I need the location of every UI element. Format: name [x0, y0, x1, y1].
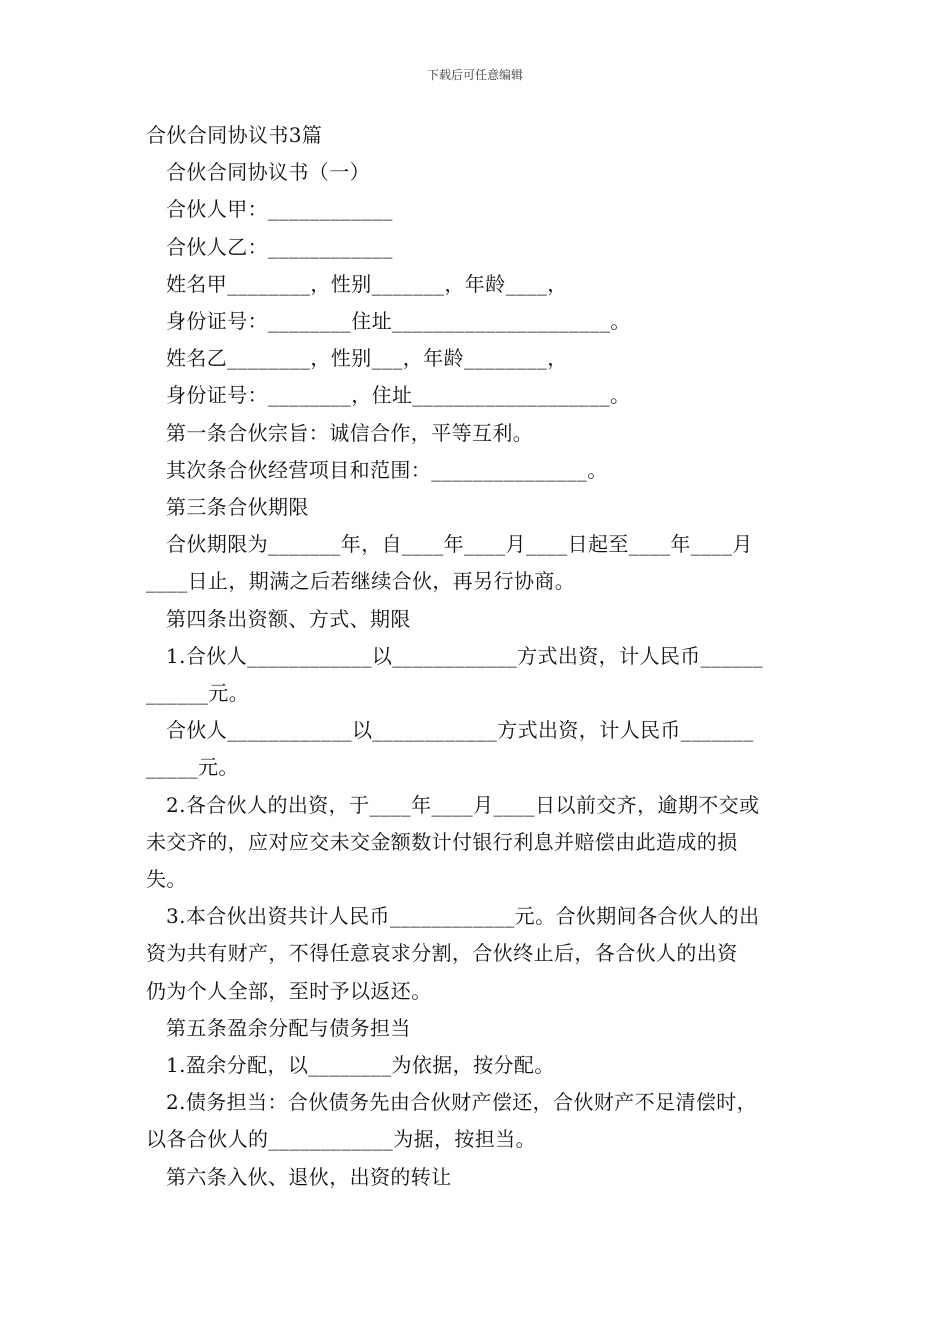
article-1: 第一条合伙宗旨：诚信合作，平等互利。 [166, 420, 534, 445]
id-b-line: 身份证号：________，住址___________________。 [166, 383, 631, 408]
article-5-item-2: 2.债务担当：合伙债务先由合伙财产偿还，合伙财产不足清偿时， [166, 1090, 758, 1115]
article-4-item-1-cont: ______元。 [146, 681, 250, 706]
article-4-item-3: 3.本合伙出资共计人民币____________元。合伙期间各合伙人的出 [166, 904, 760, 929]
article-5-item-2-cont: 以各合伙人的____________为据，按担当。 [146, 1127, 536, 1152]
partner-a-line: 合伙人甲：____________ [166, 197, 393, 222]
name-b-line: 姓名乙________，性别___，年龄________， [166, 346, 568, 371]
article-4-item-1b: 合伙人____________以____________方式出资，计人民币_______ [166, 718, 754, 743]
article-5-heading: 第五条盈余分配与债务担当 [166, 1015, 411, 1040]
document-body [146, 117, 808, 1196]
article-4-item-3-end: 仍为个人全部，至时予以返还。 [146, 978, 432, 1003]
page-header-note: 下载后可任意编辑 [426, 68, 523, 82]
article-4-item-3-cont: 资为共有财产，不得任意哀求分割，合伙终止后，各合伙人的出资 [146, 941, 738, 966]
article-4-item-1b-cont: _____元。 [146, 755, 239, 780]
article-3-heading: 第三条合伙期限 [166, 495, 309, 520]
id-a-line: 身份证号：________住址_____________________。 [166, 309, 631, 334]
article-4-item-2: 2.各合伙人的出资，于____年____月____日以前交齐，逾期不交或 [166, 792, 760, 817]
article-4-item-2-cont: 未交齐的，应对应交未交金额数计付银行利息并赔偿由此造成的损 [146, 829, 738, 854]
article-4-heading: 第四条出资额、方式、期限 [166, 606, 411, 631]
article-6-heading: 第六条入伙、退伙，出资的转让 [166, 1164, 452, 1189]
section-heading: 合伙合同协议书（一） [166, 160, 370, 185]
article-3-text: 合伙期限为_______年，自____年____月____日起至____年____月 [166, 532, 753, 557]
article-2: 其次条合伙经营项目和范围：_______________。 [166, 457, 608, 482]
article-4-item-2-end: 失。 [146, 867, 187, 892]
partner-b-line: 合伙人乙：____________ [166, 234, 393, 259]
document-title: 合伙合同协议书3篇 [146, 123, 323, 147]
article-3-text-cont: ____日止，期满之后若继续合伙，再另行协商。 [146, 569, 576, 594]
article-5-item-1: 1.盈余分配，以________为依据，按分配。 [166, 1053, 555, 1078]
name-a-line: 姓名甲________，性别_______，年龄____， [166, 271, 568, 296]
article-4-item-1: 1.合伙人____________以____________方式出资，计人民币______ [166, 643, 764, 668]
